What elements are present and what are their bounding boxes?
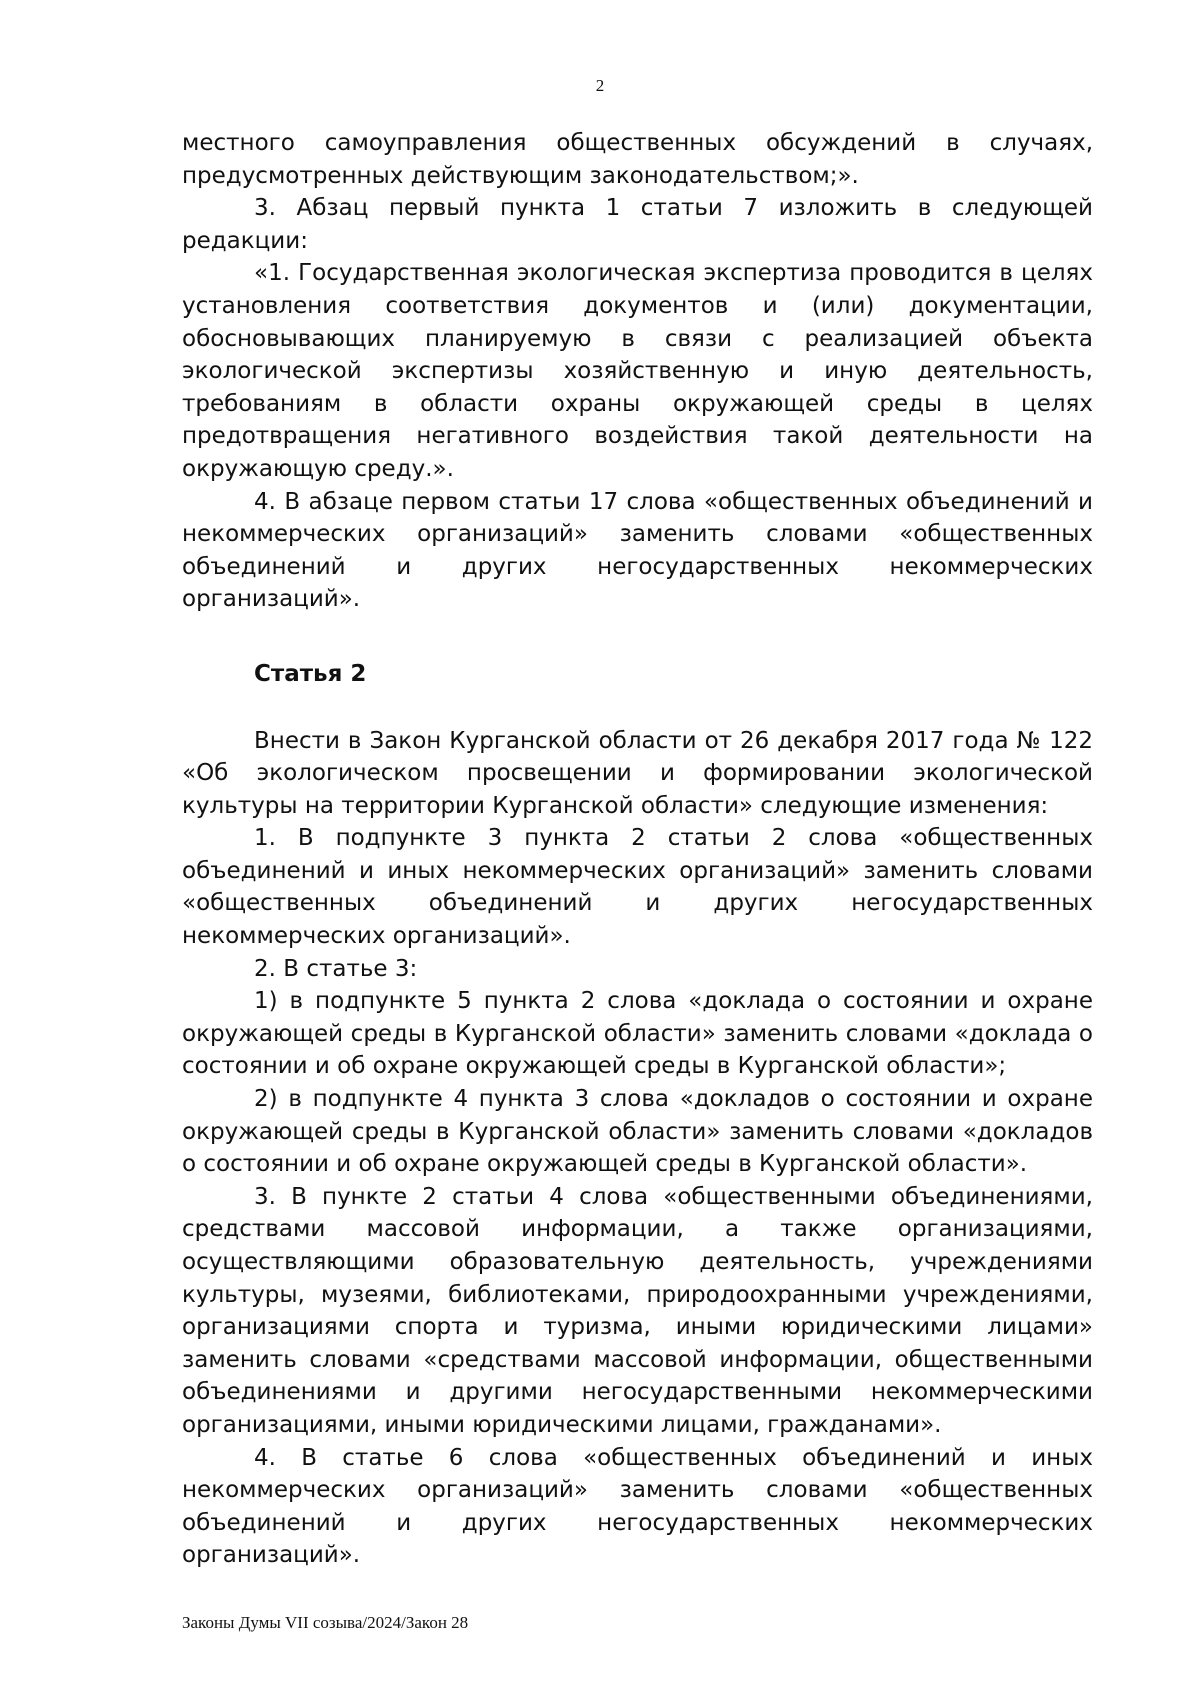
paragraph: 4. В абзаце первом статьи 17 слова «общественных объединений и некоммерческих организаций» заменить словами «общественных объединений и других негосударственных некоммерческих организаций». bbox=[182, 488, 1093, 613]
paragraph: 2) в подпункте 4 пункта 3 слова «докладов о состоянии и охране окружающей среды в Курганской области» заменить словами «докладов о состоянии и об охране окружающей среды в Курганской области». bbox=[182, 1086, 1093, 1178]
paragraph: 3. Абзац первый пункта 1 статьи 7 изложить в следующей редакции: bbox=[182, 195, 1093, 254]
paragraph: Внести в Закон Курганской области от 26 декабря 2017 года № 122 «Об экологическом просвещении и формировании экологической культуры на территории Курганской области» следующие изменения: bbox=[182, 727, 1093, 819]
paragraph: 2. В статье 3: bbox=[254, 955, 418, 982]
footer-reference: Законы Думы VII созыва/2024/Закон 28 bbox=[182, 1613, 469, 1632]
paragraph: 1. В подпункте 3 пункта 2 статьи 2 слова «общественных объединений и иных некоммерческих организаций» заменить словами «общественных объединений и других негосударственных некоммерческих организаций». bbox=[182, 825, 1093, 950]
paragraph: 3. В пункте 2 статьи 4 слова «общественными объединениями, средствами массовой информации, а также организациями, осуществляющими образовательную деятельность, учреждениями культуры, музеями, библиотеками, природоохранными учреждениями, организациями спорта и туризма, иными юридическими лицами» заменить словами «средствами массовой информации, общественными объединениями и другими негосударственными некоммерческими организациями, иными юридическими лицами, гражданами». bbox=[182, 1183, 1093, 1438]
paragraph: «1. Государственная экологическая экспертиза проводится в целях установления соответствия документов и (или) документации, обосновывающих планируемую в связи с реализацией объекта экологической экспертизы хозяйственную и иную деятельность, требованиям в области охраны окружающей среды в целях предотвращения негативного воздействия такой деятельности на окружающую среду.». bbox=[182, 260, 1093, 482]
paragraph: 4. В статье 6 слова «общественных объединений и иных некоммерческих организаций» заменить словами «общественных объединений и других негосударственных некоммерческих организаций». bbox=[182, 1444, 1093, 1569]
paragraph: 1) в подпункте 5 пункта 2 слова «доклада о состоянии и охране окружающей среды в Курганской области» заменить словами «доклада о состоянии и об охране окружающей среды в Курганской области»; bbox=[182, 988, 1093, 1080]
paragraph: местного самоуправления общественных обсуждений в случаях, предусмотренных действующим законодательством;». bbox=[182, 130, 1093, 189]
page-number: 2 bbox=[595, 76, 605, 95]
document-body bbox=[182, 127, 1093, 1572]
article-heading: Статья 2 bbox=[254, 660, 367, 687]
